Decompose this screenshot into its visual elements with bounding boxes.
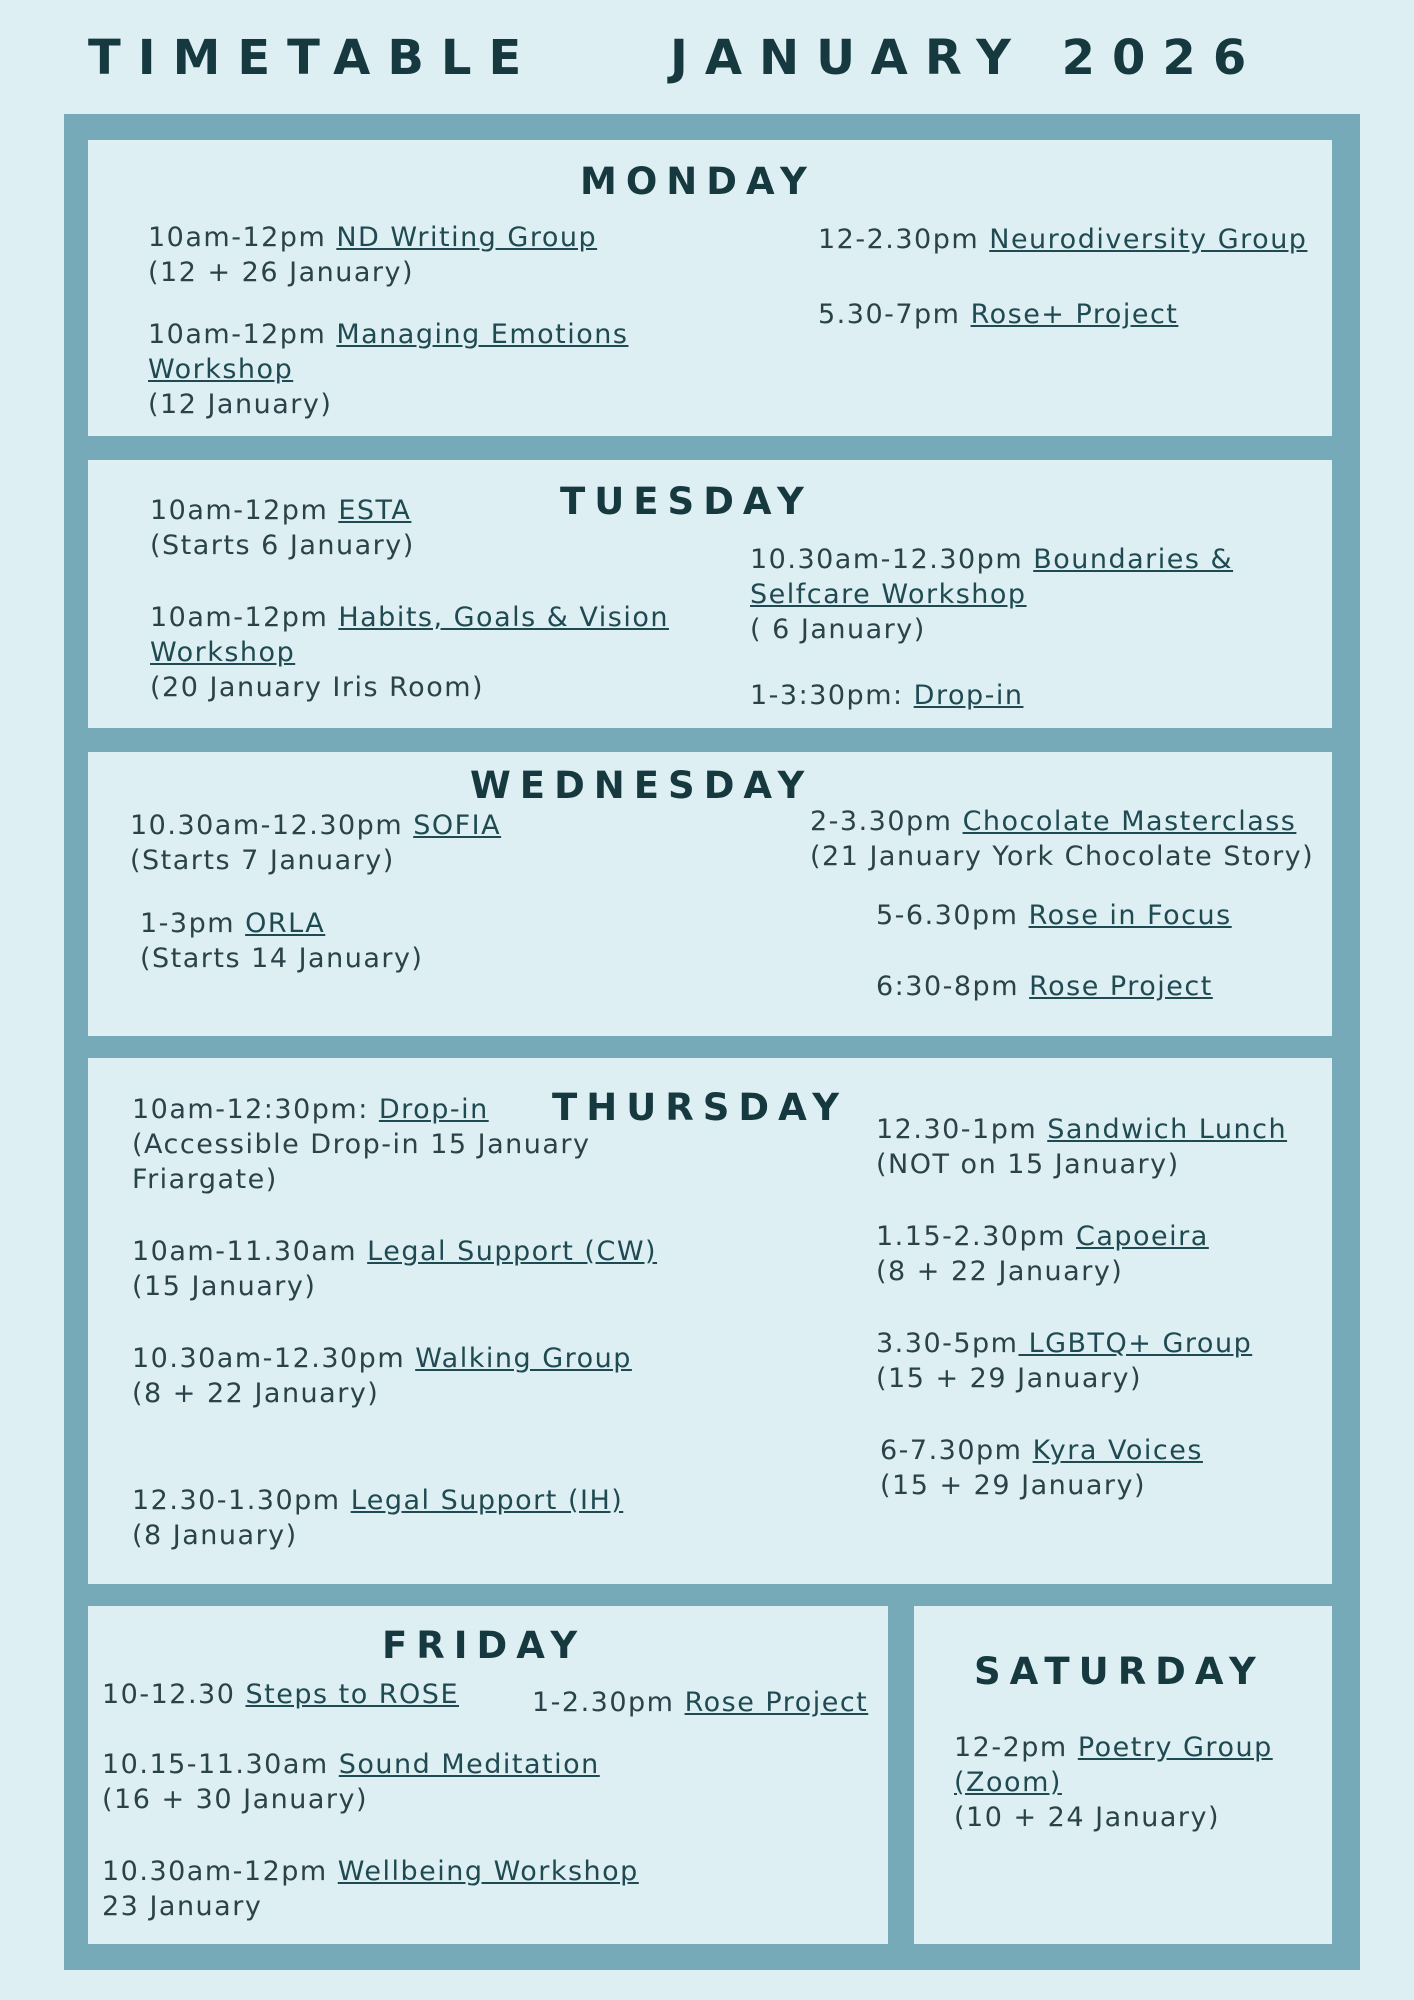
- event-walking-group: [132, 1341, 632, 1411]
- wednesday-section: [88, 752, 1332, 1036]
- day-heading-friday: FRIDAY: [382, 1624, 587, 1667]
- event-note: (15 + 29 January): [876, 1363, 1143, 1394]
- event-kyra-voices: [880, 1433, 1203, 1503]
- event-time: 1.15-2.30pm: [876, 1221, 1076, 1252]
- event-link-cont[interactable]: (Zoom): [954, 1767, 1062, 1798]
- event-time: 10.30am-12.30pm: [132, 1343, 416, 1374]
- event-neurodiversity-group: [818, 222, 1307, 257]
- month-title: JANUARY 2026: [670, 30, 1264, 86]
- event-time: 5.30-7pm: [818, 299, 971, 330]
- event-note: (12 January): [148, 389, 333, 420]
- event-note: (16 + 30 January): [102, 1784, 369, 1815]
- event-link[interactable]: Legal Support (IH): [350, 1485, 624, 1516]
- event-tuesday-drop-in: [750, 678, 1023, 713]
- event-link[interactable]: Kyra Voices: [1032, 1435, 1203, 1466]
- event-note: ( 6 January): [750, 614, 926, 645]
- event-boundaries-selfcare: [750, 542, 1233, 647]
- event-note: (21 January York Chocolate Story): [810, 841, 1315, 872]
- event-link[interactable]: Drop-in: [378, 1094, 489, 1125]
- event-link[interactable]: Sound Meditation: [338, 1749, 600, 1780]
- event-time: 10am-12pm: [150, 495, 339, 526]
- event-link[interactable]: Chocolate Masterclass: [962, 806, 1297, 837]
- event-note: (12 + 26 January): [148, 257, 415, 288]
- event-link-cont[interactable]: Workshop: [148, 354, 294, 385]
- event-time: 2-3.30pm: [810, 806, 963, 837]
- event-sandwich-lunch: [876, 1112, 1287, 1182]
- event-time: 10am-12pm: [150, 602, 339, 633]
- day-heading-wednesday: WEDNESDAY: [470, 764, 814, 807]
- event-note: (8 + 22 January): [876, 1256, 1124, 1287]
- event-steps-to-rose: [102, 1677, 459, 1712]
- event-link[interactable]: Walking Group: [415, 1343, 632, 1374]
- event-link-cont[interactable]: Workshop: [150, 637, 296, 668]
- friday-section: [88, 1606, 888, 1944]
- event-wellbeing-workshop: [102, 1854, 639, 1924]
- event-habits-goals-vision: [150, 600, 669, 705]
- event-esta: [150, 493, 415, 563]
- monday-section: [88, 140, 1332, 436]
- event-link[interactable]: Rose Project: [1029, 971, 1213, 1002]
- event-time: 1-3pm: [140, 908, 246, 939]
- event-poetry-group: [954, 1730, 1273, 1835]
- event-chocolate-masterclass: [810, 804, 1314, 874]
- event-link[interactable]: Sandwich Lunch: [1047, 1114, 1288, 1145]
- tuesday-section: [88, 460, 1332, 728]
- event-thursday-drop-in: [132, 1092, 591, 1197]
- event-link[interactable]: Boundaries &: [1033, 544, 1234, 575]
- day-heading-saturday: SATURDAY: [974, 1650, 1265, 1693]
- event-note: (8 January): [132, 1520, 298, 1551]
- event-link[interactable]: LGBTQ+ Group: [1018, 1328, 1253, 1359]
- event-orla: [140, 906, 423, 976]
- event-rose-project-fri: [532, 1685, 868, 1720]
- event-link-cont[interactable]: Selfcare Workshop: [750, 579, 1027, 610]
- event-managing-emotions: [148, 317, 628, 422]
- event-link[interactable]: Rose Project: [684, 1687, 869, 1718]
- event-time: 10am-12:30pm:: [132, 1094, 379, 1125]
- event-link[interactable]: Capoeira: [1076, 1221, 1209, 1252]
- event-note: (10 + 24 January): [954, 1802, 1221, 1833]
- event-time: 6:30-8pm: [876, 971, 1030, 1002]
- event-link[interactable]: ND Writing Group: [336, 222, 598, 253]
- timetable-frame: [64, 114, 1360, 1970]
- event-note: (Starts 6 January): [150, 530, 415, 561]
- event-legal-support-ih: [132, 1483, 623, 1553]
- day-heading-monday: MONDAY: [580, 160, 816, 203]
- event-sound-meditation: [102, 1747, 600, 1817]
- event-time: 1-3:30pm:: [750, 680, 914, 711]
- event-rose-plus-project: [818, 297, 1178, 332]
- saturday-section: [914, 1606, 1332, 1944]
- event-link[interactable]: Rose in Focus: [1028, 900, 1232, 931]
- event-link[interactable]: Wellbeing Workshop: [337, 1856, 639, 1887]
- event-note: (15 + 29 January): [880, 1470, 1147, 1501]
- event-legal-support-cw: [132, 1234, 657, 1304]
- event-note: (NOT on 15 January): [876, 1149, 1180, 1180]
- event-sofia: [130, 808, 501, 878]
- event-time: 10am-12pm: [148, 319, 337, 350]
- event-time: 10am-12pm: [148, 222, 337, 253]
- event-rose-in-focus: [876, 898, 1232, 933]
- event-note: (20 January Iris Room): [150, 672, 485, 703]
- event-link[interactable]: Legal Support (CW): [367, 1236, 658, 1267]
- page-title: TIMETABLE: [88, 30, 539, 86]
- event-link[interactable]: ESTA: [338, 495, 412, 526]
- day-heading-thursday: THURSDAY: [552, 1086, 848, 1129]
- event-time: 5-6.30pm: [876, 900, 1029, 931]
- event-note: (Starts 14 January): [140, 943, 424, 974]
- event-note: 23 January: [102, 1891, 263, 1922]
- event-nd-writing-group: [148, 220, 597, 290]
- event-link[interactable]: Habits, Goals & Vision: [338, 602, 669, 633]
- event-time: 12-2.30pm: [818, 224, 990, 255]
- event-time: 10-12.30: [102, 1679, 246, 1710]
- event-link[interactable]: Managing Emotions: [336, 319, 629, 350]
- event-rose-project-wed: [876, 969, 1213, 1004]
- event-note: (8 + 22 January): [132, 1378, 380, 1409]
- event-link[interactable]: ORLA: [245, 908, 326, 939]
- day-heading-tuesday: TUESDAY: [560, 480, 813, 523]
- event-link[interactable]: Steps to ROSE: [245, 1679, 460, 1710]
- event-link[interactable]: Poetry Group: [1077, 1732, 1273, 1763]
- event-time: 12.30-1pm: [876, 1114, 1048, 1145]
- event-time: 10.30am-12pm: [102, 1856, 338, 1887]
- event-note: (Accessible Drop-in 15 January: [132, 1129, 591, 1160]
- event-time: 10.30am-12.30pm: [130, 810, 414, 841]
- event-link[interactable]: Drop-in: [913, 680, 1024, 711]
- event-note: (Starts 7 January): [130, 845, 395, 876]
- event-link[interactable]: Neurodiversity Group: [989, 224, 1308, 255]
- event-time: 1-2.30pm: [532, 1687, 685, 1718]
- event-lgbtq-group: [876, 1326, 1252, 1396]
- event-link[interactable]: Rose+ Project: [970, 299, 1179, 330]
- event-time: 10.30am-12.30pm: [750, 544, 1034, 575]
- event-capoeira: [876, 1219, 1209, 1289]
- event-link[interactable]: SOFIA: [413, 810, 502, 841]
- event-time: 10am-11.30am: [132, 1236, 368, 1267]
- event-time: 12-2pm: [954, 1732, 1078, 1763]
- event-note-cont: Friargate): [132, 1164, 278, 1195]
- event-time: 12.30-1.30pm: [132, 1485, 351, 1516]
- event-time: 10.15-11.30am: [102, 1749, 339, 1780]
- event-note: (15 January): [132, 1271, 317, 1302]
- event-time: 3.30-5pm: [876, 1328, 1019, 1359]
- thursday-section: [88, 1058, 1332, 1584]
- event-time: 6-7.30pm: [880, 1435, 1033, 1466]
